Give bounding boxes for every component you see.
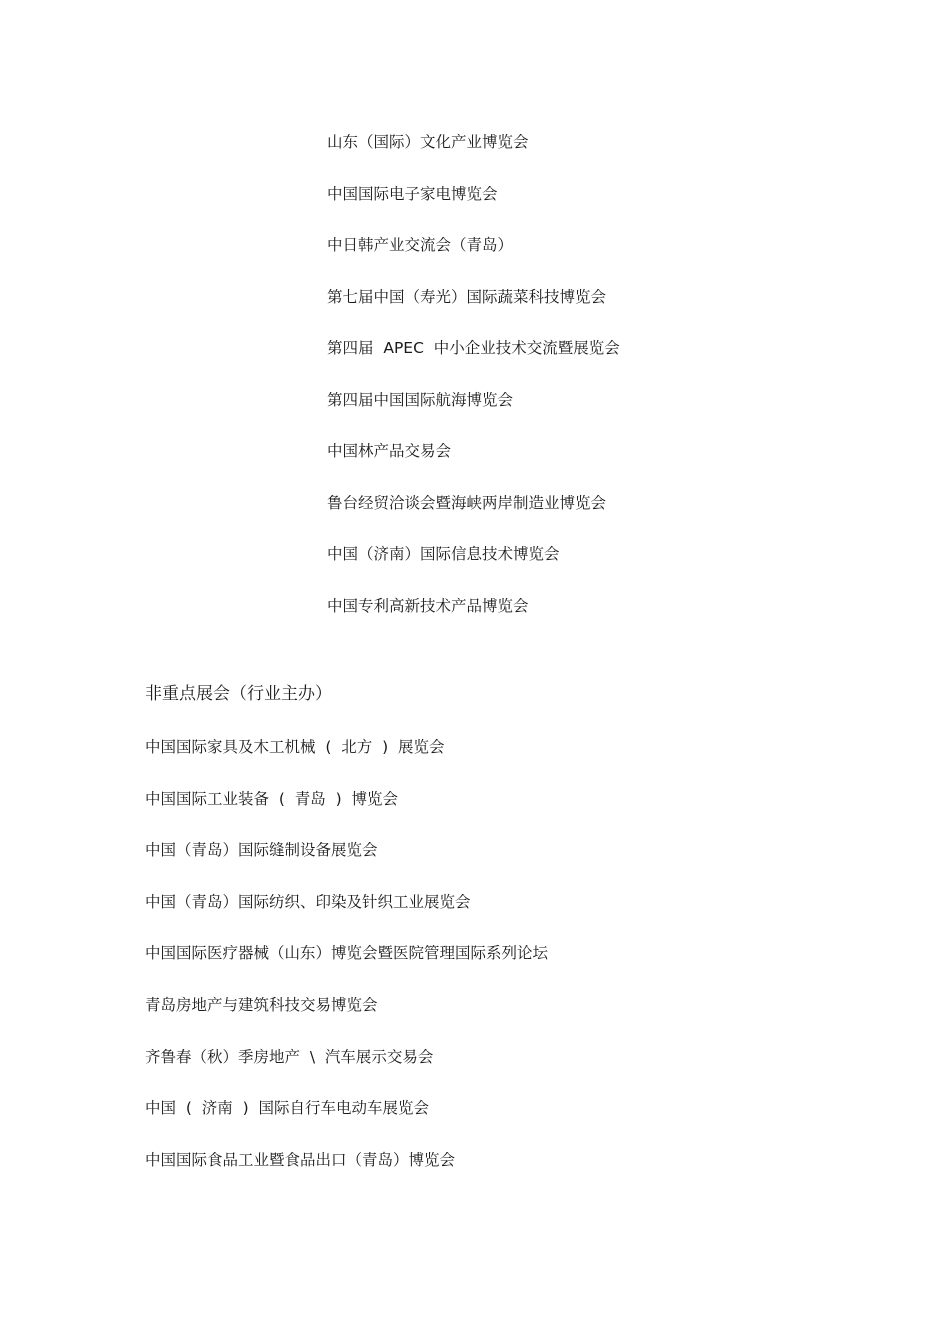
section-heading: 非重点展会（行业主办） xyxy=(145,684,332,704)
list-item: 中日韩产业交流会（青岛） xyxy=(327,236,514,254)
list-item: 中国 ( 济南 ) 国际自行车电动车展览会 xyxy=(145,1099,430,1118)
list-item: 中国专利高新技术产品博览会 xyxy=(327,596,529,615)
list-item: 中国国际家具及木工机械 ( 北方 ) 展览会 xyxy=(145,738,445,756)
list-item: 第四届 APEC 中小企业技术交流暨展览会 xyxy=(327,339,620,357)
non-key-exhibitions-list xyxy=(145,735,548,1199)
list-item: 中国国际电子家电博览会 xyxy=(327,184,498,203)
list-item: 中国国际医疗器械（山东）博览会暨医院管理国际系列论坛 xyxy=(145,944,549,963)
list-item: 中国国际食品工业暨食品出口（青岛）博览会 xyxy=(145,1150,456,1169)
list-item: 中国（济南）国际信息技术博览会 xyxy=(327,545,560,563)
list-item: 中国林产品交易会 xyxy=(327,442,452,460)
key-exhibitions-list xyxy=(327,130,620,645)
list-item: 中国（青岛）国际纺织、印染及针织工业展览会 xyxy=(145,892,471,911)
list-item: 青岛房地产与建筑科技交易博览会 xyxy=(145,995,378,1014)
list-item: 齐鲁春（秋）季房地产 \ 汽车展示交易会 xyxy=(145,1047,434,1066)
list-item: 中国（青岛）国际缝制设备展览会 xyxy=(145,841,378,860)
list-item: 第七届中国（寿光）国际蔬菜科技博览会 xyxy=(327,287,607,306)
list-item: 中国国际工业装备 ( 青岛 ) 博览会 xyxy=(145,789,399,808)
list-item: 第四届中国国际航海博览会 xyxy=(327,390,514,409)
list-item: 鲁台经贸洽谈会暨海峡两岸制造业博览会 xyxy=(327,493,607,512)
list-item: 山东（国际）文化产业博览会 xyxy=(327,133,529,151)
